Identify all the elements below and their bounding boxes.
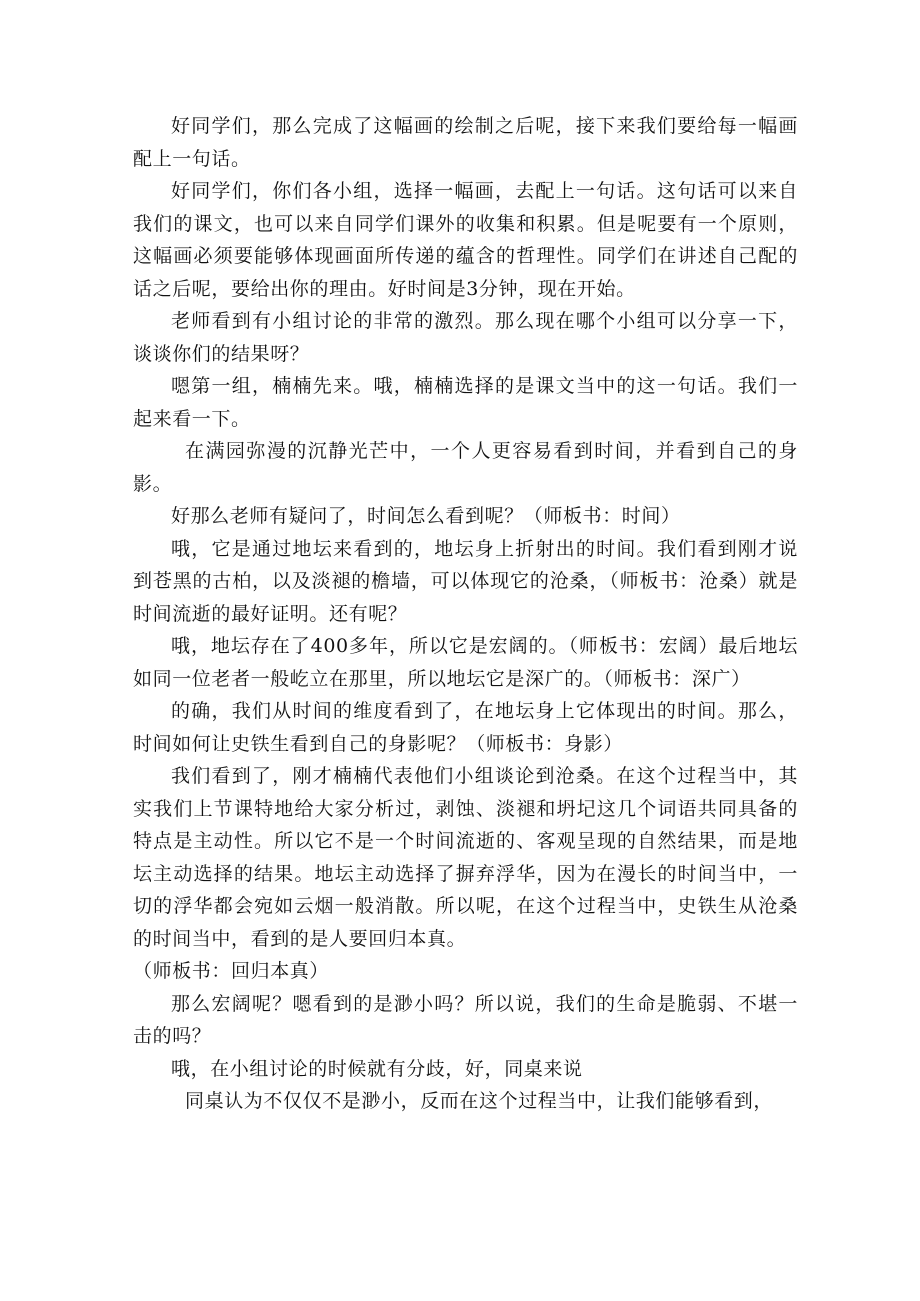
paragraph: 我们看到了，刚才楠楠代表他们小组谈论到沧桑。在这个过程当中，其实我们上节课特地给大家分析过，剥蚀、淡褪和坍圮这几个词语共同具备的特点是主动性。所以它不是一个时间流逝的、客观呈现的自然结果，而是地坛主动选择的结果。地坛主动选择了摒弃浮华，因为在漫长的时间当中，一切的浮华都会宛如云烟一般消散。所以呢，在这个过程当中，史铁生从沧桑的时间当中，看到的是人要回归本真。: [133, 765, 798, 950]
board-note: （师板书：回归本真）: [133, 960, 330, 982]
document-body: [133, 110, 798, 1118]
paragraph: 好那么老师有疑问了，时间怎么看到呢？（师板书：时间）: [171, 505, 681, 527]
paragraph: 那么宏阔呢？嗯看到的是渺小吗？所以说，我们的生命是脆弱、不堪一击的吗？: [133, 992, 798, 1047]
paragraph: 哦，地坛存在了400多年，所以它是宏阔的。（师板书：宏阔）最后地坛如同一位老者一般屹立在那里，所以地坛它是深广的。（师板书：深广）: [133, 635, 798, 690]
paragraph: 老师看到有小组讨论的非常的激烈。那么现在哪个小组可以分享一下，谈谈你们的结果呀？: [133, 310, 798, 365]
paragraph: 哦，在小组讨论的时候就有分歧，好，同桌来说: [171, 1057, 583, 1080]
paragraph: 同桌认为不仅仅不是渺小，反而在这个过程当中，让我们能够看到，: [185, 1090, 774, 1112]
quoted-sentence: 在满园弥漫的沉静光芒中，一个人更容易看到时间，并看到自己的身影。: [133, 440, 798, 495]
paragraph: 好同学们，那么完成了这幅画的绘制之后呢，接下来我们要给每一幅画配上一句话。: [133, 115, 798, 170]
paragraph: 哦，它是通过地坛来看到的，地坛身上折射出的时间。我们看到刚才说到苍黑的古柏，以及淡褪的檐墙，可以体现它的沧桑，（师板书：沧桑）就是时间流逝的最好证明。还有呢？: [133, 537, 798, 625]
paragraph: 好同学们，你们各小组，选择一幅画，去配上一句话。这句话可以来自我们的课文，也可以来自同学们课外的收集和积累。但是呢要有一个原则，这幅画必须要能够体现画面所传递的蕴含的哲理性。同学们在讲述自己配的话之后呢，要给出你的理由。好时间是3分钟，现在开始。: [133, 180, 798, 300]
paragraph: 嗯第一组，楠楠先来。哦，楠楠选择的是课文当中的这一句话。我们一起来看一下。: [133, 375, 798, 430]
paragraph: 的确，我们从时间的维度看到了，在地坛身上它体现出的时间。那么，时间如何让史铁生看到自己的身影呢？（师板书：身影）: [133, 700, 798, 755]
